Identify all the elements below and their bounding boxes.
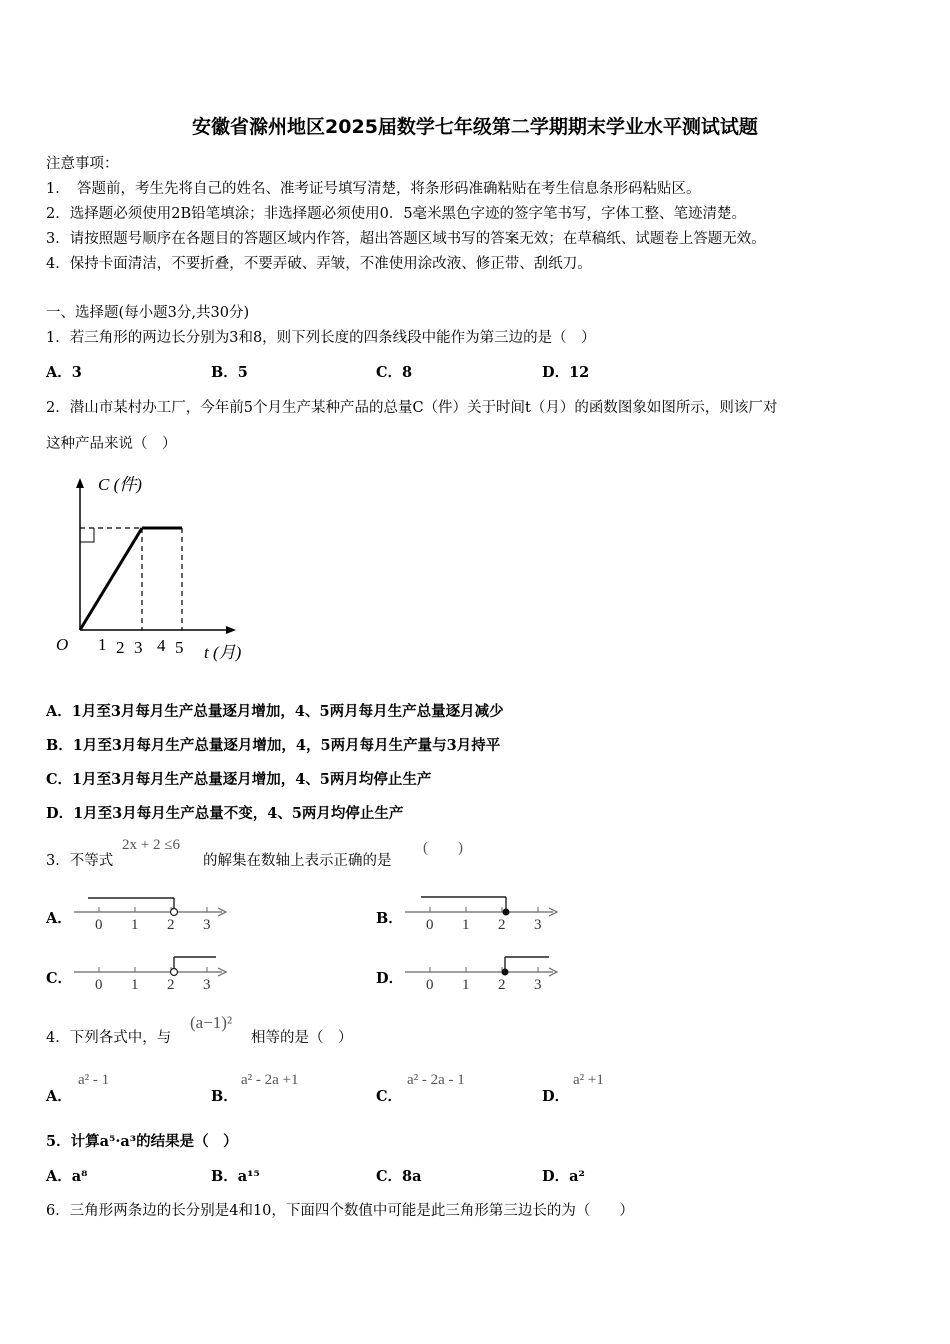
q4-option-d: a² +1: [573, 1072, 604, 1088]
q4-option-c: a² - 2a - 1: [407, 1072, 465, 1088]
q1-option-d: D．12: [542, 364, 590, 381]
q5-option-a: A．a⁸: [46, 1168, 88, 1185]
q4-expression: (a−1)²: [190, 1013, 233, 1032]
q2-option-c: C．1月至3月每月生产总量逐月增加，4、5两月均停止生产: [46, 771, 432, 788]
graph-y-label: C (件): [98, 475, 142, 494]
svg-text:1: 1: [462, 977, 470, 993]
graph-x-label: t (月): [204, 643, 242, 662]
q1-option-b: B．5: [211, 364, 248, 381]
q3-option-b-number-line: [401, 890, 566, 940]
q3-option-c-number-line: [70, 950, 235, 1000]
q2-option-b: B．1月至3月每月生产总量逐月增加，4，5两月每月生产量与3月持平: [46, 737, 501, 754]
q3-stem-pre: 3．不等式: [46, 853, 114, 869]
svg-text:3: 3: [203, 917, 211, 933]
q2-option-a: A．1月至3月每月生产总量逐月增加，4、5两月每月生产总量逐月减少: [46, 703, 504, 720]
q3-label-a: A．: [46, 910, 72, 927]
q3-label-c: C．: [46, 970, 73, 987]
svg-text:0: 0: [426, 977, 434, 993]
svg-text:3: 3: [534, 917, 542, 933]
q3-option-a-number-line: [70, 890, 235, 940]
svg-text:3: 3: [534, 977, 542, 993]
graph-origin: O: [56, 635, 69, 654]
section-heading: 一、选择题(每小题3分,共30分): [46, 305, 250, 321]
q2-stem-line1: 2．潜山市某村办工厂，今年前5个月生产某种产品的总量C（件）关于时间t（月）的函数图象如图所示，则该厂对: [46, 400, 778, 416]
notice-item-4: 4．保持卡面清洁，不要折叠，不要弄破、弄皱，不准使用涂改液、修正带、刮纸刀。: [46, 256, 592, 272]
q4-label-d: D．: [542, 1088, 570, 1105]
q6-stem: 6．三角形两条边的长分别是4和10，下面四个数值中可能是此三角形第三边长的为（ ）: [46, 1203, 634, 1219]
graph-tick-2: 2: [116, 638, 125, 657]
graph-tick-5: 5: [175, 638, 184, 657]
q4-stem-post: 相等的是（ ）: [251, 1030, 353, 1046]
q2-option-d: D．1月至3月每月生产总量不变，4、5两月均停止生产: [46, 805, 404, 822]
graph-tick-3: 3: [134, 638, 143, 657]
q3-stem-post: 的解集在数轴上表示正确的是: [203, 853, 392, 869]
notice-item-1: 1． 答题前，考生先将自己的姓名、准考证号填写清楚，将条形码准确粘贴在考生信息条形码粘贴区。: [46, 181, 701, 197]
q2-function-graph: [46, 470, 256, 670]
q3-inequality: 2x + 2 ≤6: [122, 837, 180, 853]
svg-text:1: 1: [462, 917, 470, 933]
q5-option-b: B．a¹⁵: [211, 1168, 260, 1185]
svg-text:3: 3: [203, 977, 211, 993]
page-title: 安徽省滁州地区2025届数学七年级第二学期期末学业水平测试试题: [192, 116, 758, 138]
q4-label-c: C．: [376, 1088, 403, 1105]
svg-text:2: 2: [167, 977, 175, 993]
q5-option-d: D．a²: [542, 1168, 585, 1185]
notice-item-3: 3．请按照题号顺序在各题目的答题区域内作答，超出答题区域书写的答案无效；在草稿纸、试题卷上答题无效。: [46, 231, 766, 247]
notice-item-2: 2．选择题必须使用2B铅笔填涂；非选择题必须使用0．5毫米黑色字迹的签字笔书写，字体工整、笔迹清楚。: [46, 206, 747, 222]
q3-label-d: D．: [376, 970, 404, 987]
svg-text:0: 0: [426, 917, 434, 933]
q4-stem-pre: 4．下列各式中，与: [46, 1030, 172, 1046]
q4-option-a: a² - 1: [78, 1072, 110, 1088]
q3-option-d-number-line: [401, 950, 566, 1000]
q2-stem-line2: 这种产品来说（ ）: [46, 436, 177, 452]
svg-text:2: 2: [498, 977, 506, 993]
svg-text:1: 1: [131, 917, 139, 933]
q4-option-b: a² - 2a +1: [241, 1072, 299, 1088]
q5-stem: 5．计算a⁵·a³的结果是（ ）: [46, 1133, 238, 1150]
svg-text:0: 0: [95, 917, 103, 933]
q3-paren: ( ): [423, 840, 463, 856]
graph-tick-4: 4: [157, 636, 166, 655]
q1-option-a: A．3: [46, 364, 82, 381]
graph-tick-1: 1: [98, 635, 107, 654]
q1-option-c: C．8: [376, 364, 413, 381]
notice-heading: 注意事项：: [46, 156, 119, 172]
q1-stem: 1．若三角形的两边长分别为3和8，则下列长度的四条线段中能作为第三边的是（ ）: [46, 330, 596, 346]
svg-text:2: 2: [498, 917, 506, 933]
q4-label-a: A．: [46, 1088, 72, 1105]
q3-label-b: B．: [376, 910, 403, 927]
q5-option-c: C．8a: [376, 1168, 422, 1185]
svg-text:2: 2: [167, 917, 175, 933]
q4-label-b: B．: [211, 1088, 238, 1105]
svg-text:1: 1: [131, 977, 139, 993]
svg-text:0: 0: [95, 977, 103, 993]
